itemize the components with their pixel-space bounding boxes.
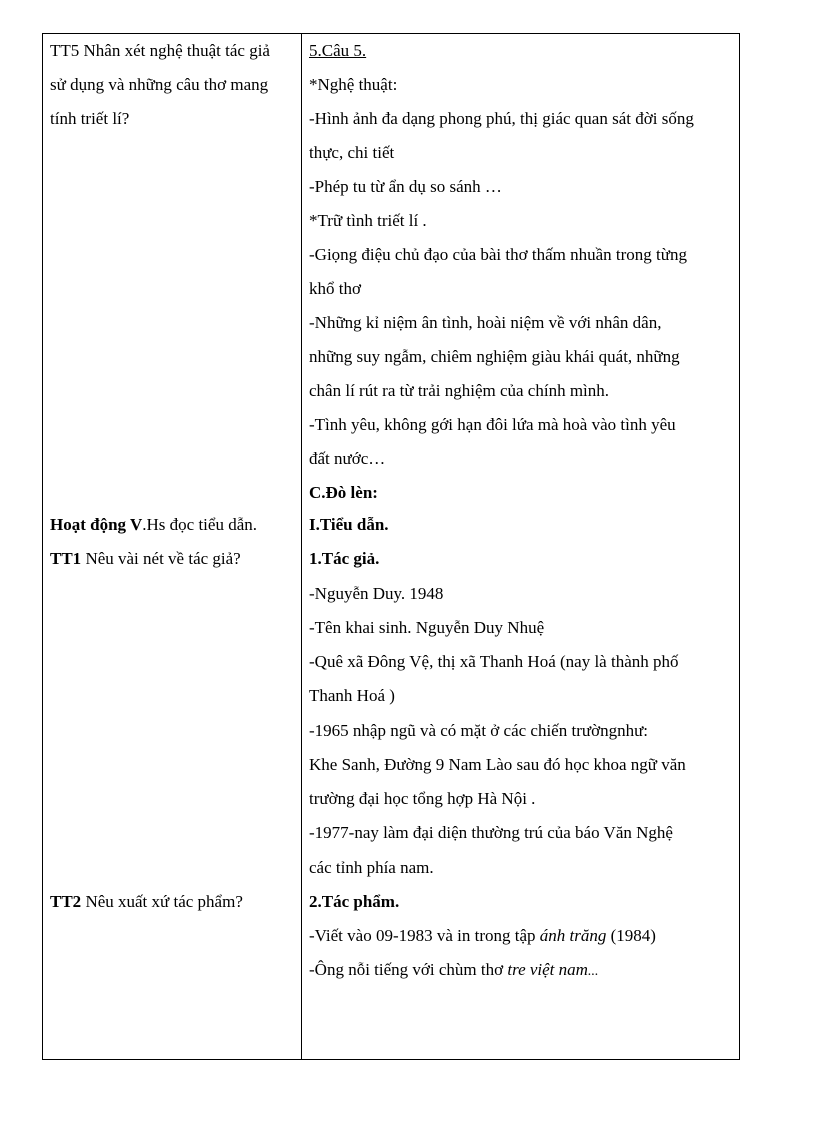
right-giong-2: khổ thơ (309, 279, 361, 298)
right-tieu-dan-heading: I.Tiểu dẫn. (309, 515, 389, 534)
right-hinh-anh-2: thực, chi tiết (309, 143, 395, 162)
left-tt1 (50, 542, 241, 576)
viet-vao-text: -Viết vào 09-1983 và in trong tập (309, 926, 540, 945)
right-que-2: Thanh Hoá ) (309, 686, 395, 705)
right-ten-khai-sinh: -Tên khai sinh. Nguyễn Duy Nhuệ (309, 618, 545, 637)
noi-tieng-ellipsis: ... (587, 964, 599, 979)
anh-trang-title: ánh trăng (539, 926, 607, 945)
left-tt5-line-2: sử dụng và những câu thơ mang (50, 75, 269, 94)
tt2-text: Nêu xuất xứ tác phẩm? (81, 892, 243, 911)
right-viet-vao (309, 919, 656, 953)
left-hoat-dong-v (50, 508, 257, 542)
left-tt5-line-1: TT5 Nhân xét nghệ thuật tác giả (50, 41, 270, 60)
viet-vao-year: (1984) (606, 926, 656, 945)
left-tt2 (50, 885, 243, 919)
lesson-table (42, 33, 740, 1060)
right-giong-1: -Giọng điệu chủ đạo của bài thơ thấm nhuần trong từng (309, 245, 687, 264)
right-nghe-thuat: *Nghệ thuật: (309, 75, 398, 94)
right-nhap-ngu-2: Khe Sanh, Đường 9 Nam Lào sau đó học khoa ngữ văn (309, 755, 686, 774)
left-tt5-line-3: tính triết lí? (50, 109, 130, 128)
tt1-text: Nêu vài nét về tác giả? (81, 549, 241, 568)
right-hinh-anh-1: -Hình ảnh đa dạng phong phú, thị giác quan sát đời sống (309, 109, 694, 128)
right-dai-dien-2: các tỉnh phía nam. (309, 858, 434, 877)
right-do-len-heading: C.Đò lèn: (309, 483, 378, 502)
hoat-dong-text: .Hs đọc tiểu dẫn. (142, 515, 257, 534)
right-ki-niem-1: -Những kỉ niệm ân tình, hoài niệm về với nhân dân, (309, 313, 662, 332)
right-nguyen-duy: -Nguyễn Duy. 1948 (309, 584, 444, 603)
right-tinh-yeu-2: đất nước… (309, 449, 386, 468)
right-dai-dien-1: -1977-nay làm đại diện thường trú của báo Văn Nghệ (309, 823, 673, 842)
right-que-1: -Quê xã Đông Vệ, thị xã Thanh Hoá (nay là thành phố (309, 652, 679, 671)
tre-viet-nam-title: tre việt nam (507, 960, 588, 979)
right-tru-tinh: *Trữ tình triết lí . (309, 211, 427, 230)
right-ki-niem-2: những suy ngẫm, chiêm nghiệm giàu khái quát, những (309, 347, 680, 366)
right-noi-tieng (309, 953, 598, 987)
right-tinh-yeu-1: -Tình yêu, không gới hạn đôi lứa mà hoà vào tình yêu (309, 415, 676, 434)
right-nhap-ngu-1: -1965 nhập ngũ và có mặt ở các chiến trườngnhư: (309, 721, 649, 740)
right-tac-gia-heading: 1.Tác giả. (309, 549, 380, 568)
right-cau-5-heading: 5.Câu 5. (309, 41, 367, 60)
hoat-dong-label: Hoạt động V (50, 515, 143, 534)
right-tac-pham-heading: 2.Tác phẩm. (309, 892, 400, 911)
noi-tieng-text: -Ông nỗi tiếng với chùm thơ (309, 960, 508, 979)
right-phep-tu-tu: -Phép tu từ ẩn dụ so sánh … (309, 177, 502, 196)
right-nhap-ngu-3: trường đại học tổng hợp Hà Nội . (309, 789, 536, 808)
tt1-label: TT1 (50, 549, 82, 568)
column-divider (301, 34, 302, 1059)
tt2-label: TT2 (50, 892, 82, 911)
right-ki-niem-3: chân lí rút ra từ trải nghiệm của chính mình. (309, 381, 610, 400)
